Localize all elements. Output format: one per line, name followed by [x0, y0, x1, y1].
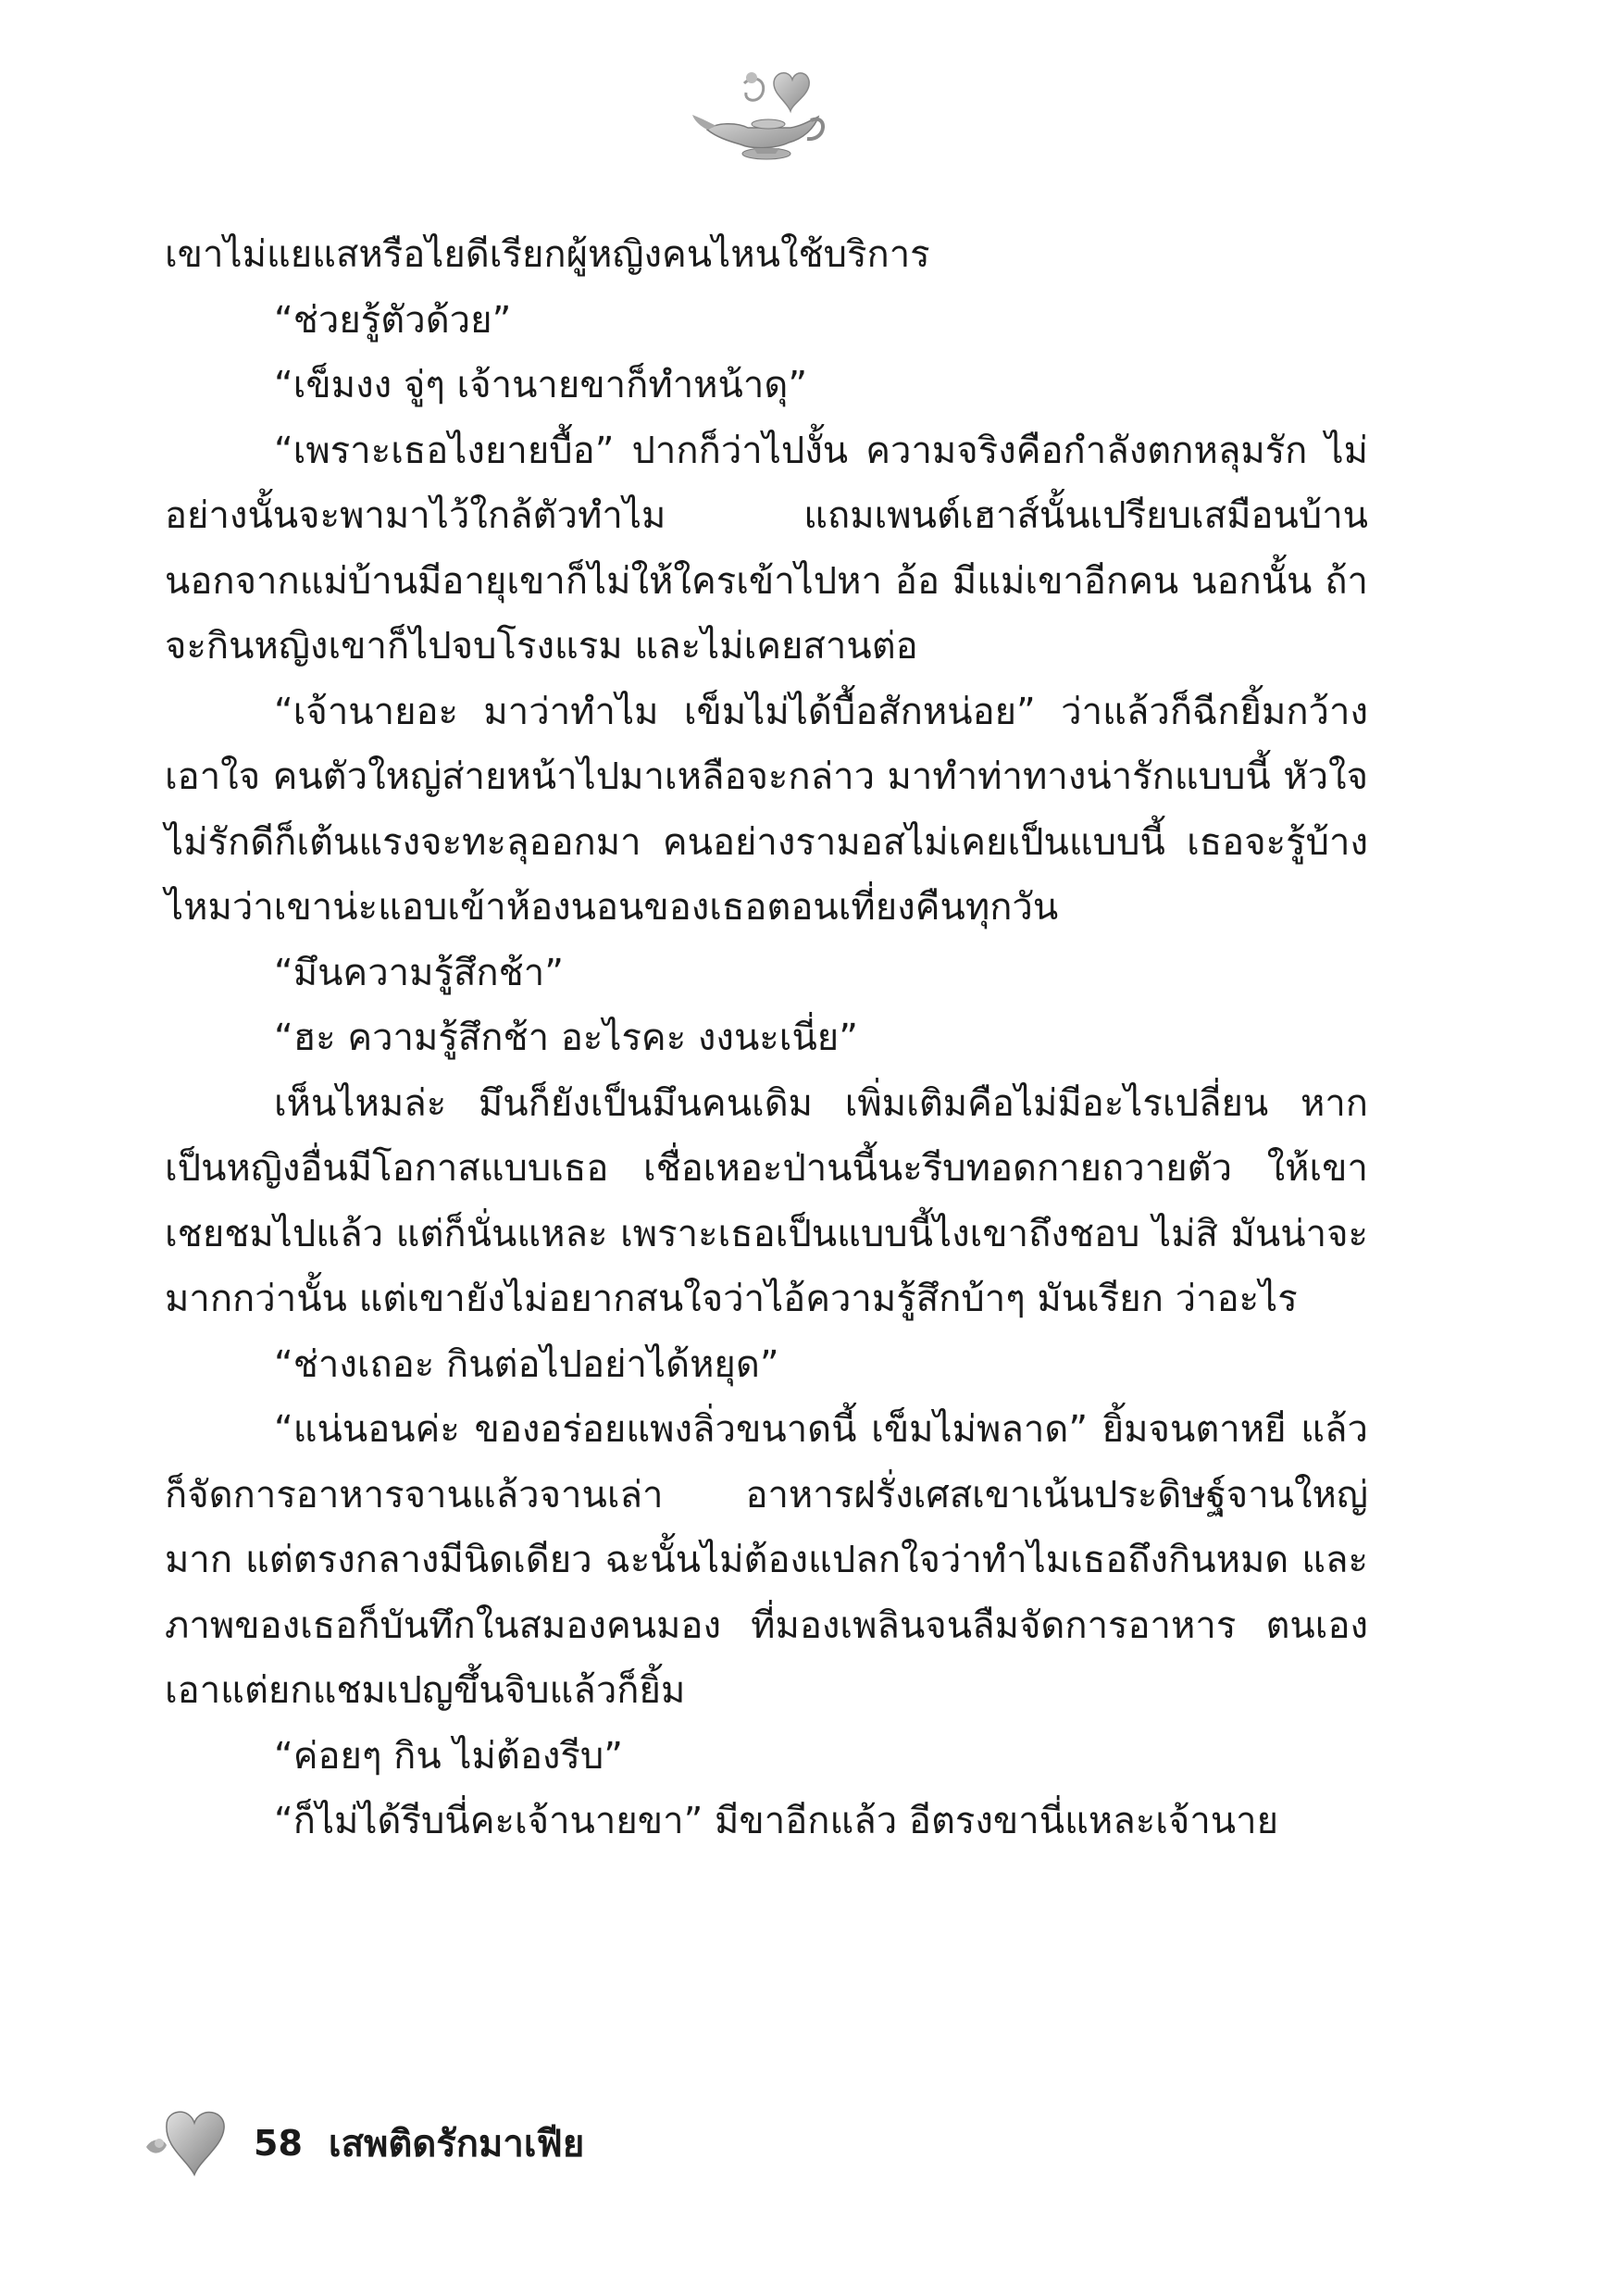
paragraph-2: “ช่วยรู้ตัวด้วย”	[274, 298, 512, 342]
paragraph-10: “แน่นอนค่ะ ของอร่อยแพงลิ่วขนาดนี้ เข็มไม่พลาด” ยิ้มจนตาหยี แล้วก็จัดการอาหารจานแล้วจานเล่า อาหารฝรั่งเศสเขาเน้นประดิษฐ์จานใหญ่ มาก แต่ตรงกลางมีนิดเดียว ฉะนั้นไม่ต้องแปลกใจว่าทำไมเธอถึงกินหมด และภาพของเธอก็บันทึกในสมองคนมอง ที่มองเพลินจนลืมจัดการอาหาร ตนเอง เอาแต่ยกแชมเปญขึ้นจิบแล้วก็ยิ้ม	[165, 1408, 1368, 1712]
paragraph-8: เห็นไหมล่ะ มึนก็ยังเป็นมึนคนเดิม เพิ่มเติมคือไม่มีอะไรเปลี่ยน หากเป็นหญิงอื่นมีโอกาสแบบเธอ เชื่อเหอะป่านนี้นะรีบทอดกายถวายตัว ให้เขาเชยชมไปแล้ว แต่ก็นั่นแหละ เพราะเธอเป็นแบบนี้ไงเขาถึงชอบ ไม่สิ มันน่าจะมากกว่านั้น แต่เขายังไม่อยากสนใจว่าไอ้ความรู้สึกบ้าๆ มันเรียก ว่าอะไร	[165, 1081, 1368, 1320]
book-title: เสพติดรักมาเฟีย	[328, 2123, 585, 2165]
paragraph-9: “ช่างเถอะ กินต่อไปอย่าได้หยุด”	[274, 1342, 779, 1386]
paragraph-7: “ฮะ ความรู้สึกช้า อะไรคะ งงนะเนี่ย”	[274, 1017, 858, 1059]
heart-icon	[139, 2106, 241, 2180]
page-footer	[139, 2102, 584, 2185]
paragraph-3: “เข็มงง จู่ๆ เจ้านายขาก็ทำหน้าดุ”	[274, 364, 808, 406]
body-text	[165, 222, 1368, 1854]
genie-lamp-heart-icon	[689, 56, 828, 167]
paragraph-4: “เพราะเธอไงยายบื้อ” ปากก็ว่าไปงั้น ความจริงคือกำลังตกหลุมรัก ไม่อย่างนั้นจะพามาไว้ใกล้ตัวทำไม แถมเพนต์เฮาส์นั้นเปรียบเสมือนบ้าน นอกจากแม่บ้านมีอายุเขาก็ไม่ให้ใครเข้าไปหา อ้อ มีแม่เขาอีกคน นอกนั้น ถ้าจะกินหญิงเขาก็ไปจบโรงแรม และไม่เคยสานต่อ	[165, 429, 1368, 668]
paragraph-5: “เจ้านายอะ มาว่าทำไม เข็มไม่ได้บื้อสักหน่อย” ว่าแล้วก็ฉีกยิ้มกว้าง เอาใจ คนตัวใหญ่ส่ายหน้าไปมาเหลือจะกล่าว มาทำท่าทางน่ารักแบบนี้ หัวใจไม่รักดีก็เต้นแรงจะทะลุออกมา คนอย่างรามอสไม่เคยเป็นแบบนี้ เธอจะรู้บ้างไหมว่าเขาน่ะแอบเข้าห้องนอนของเธอตอนเที่ยงคืนทุกวัน	[165, 690, 1368, 929]
paragraph-1: เขาไม่แยแสหรือไยดีเรียกผู้หญิงคนไหนใช้บริการ	[165, 233, 930, 276]
paragraph-6: “มึนความรู้สึกช้า”	[274, 951, 564, 994]
paragraph-12: “ก็ไม่ได้รีบนี่คะเจ้านายขา” มีขาอีกแล้ว อีตรงขานี่แหละเจ้านาย	[274, 1800, 1279, 1842]
page-number: 58	[254, 2123, 303, 2164]
paragraph-11: “ค่อยๆ กิน ไม่ต้องรีบ”	[274, 1734, 624, 1778]
